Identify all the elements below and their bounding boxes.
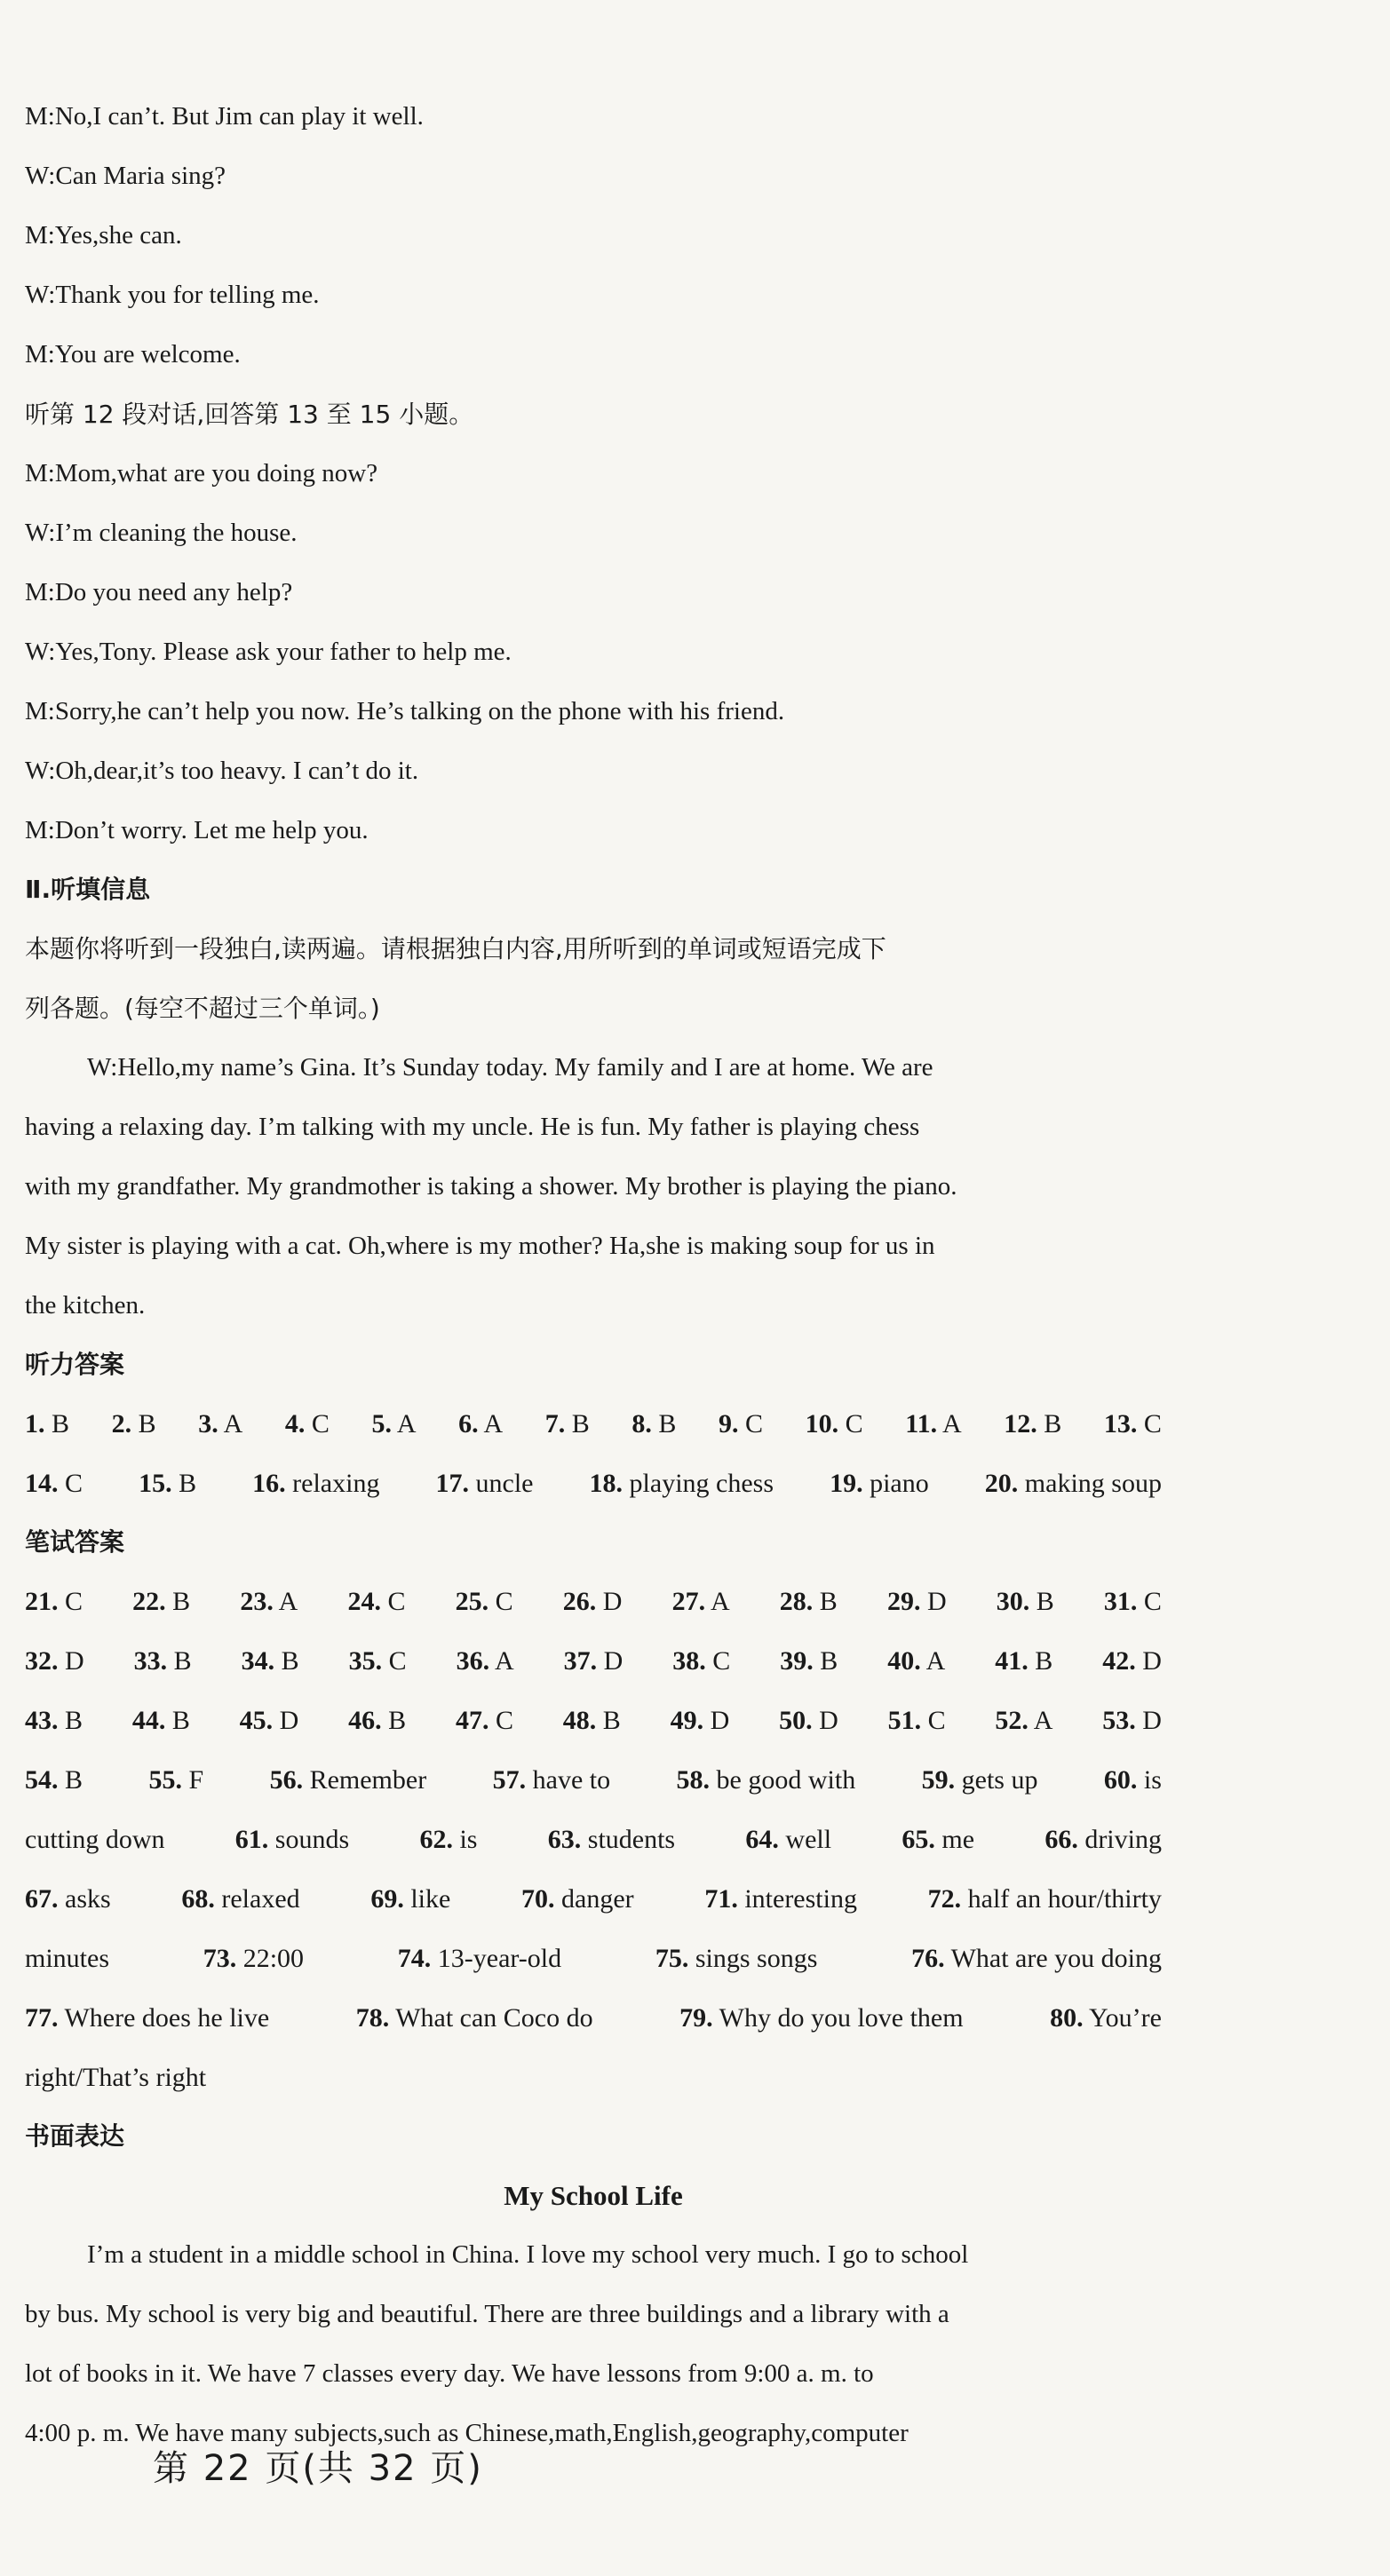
question-number: 69. (370, 1884, 404, 1914)
answer-value: A (483, 1409, 504, 1439)
answer-item (888, 1691, 946, 1750)
question-number: 1. (25, 1409, 45, 1439)
question-number: 15. (139, 1469, 172, 1498)
answer-value: 13-year-old (437, 1944, 562, 1973)
answer-value: C (65, 1587, 83, 1616)
question-number: 25. (455, 1587, 489, 1616)
answer-value: What are you doing (950, 1944, 1162, 1973)
answer-value: B (658, 1409, 677, 1439)
answer-value: B (52, 1409, 70, 1439)
dialogue-12 (25, 444, 1162, 860)
answer-item (806, 1394, 863, 1454)
question-number: 48. (562, 1706, 597, 1735)
answer-value: D (1142, 1646, 1162, 1676)
answer-value: B (65, 1706, 83, 1735)
answer-item (545, 1394, 590, 1454)
question-number: 80. (1050, 2003, 1084, 2033)
answer-value: C (1143, 1587, 1162, 1616)
answer-value: A (396, 1409, 417, 1439)
answer-item (112, 1394, 156, 1454)
question-number: 58. (676, 1765, 711, 1795)
question-number: 36. (456, 1646, 490, 1676)
answer-item (198, 1394, 242, 1454)
section-2-instructions: 本题你将听到一段独白,读两遍。请根据独白内容,用所听到的单词或短语完成下 (25, 934, 886, 963)
answer-item (1104, 1750, 1162, 1810)
question-number: 8. (631, 1409, 652, 1439)
question-number: 56. (269, 1765, 304, 1795)
answer-row (25, 1929, 1162, 1988)
answer-value: A (1033, 1706, 1053, 1735)
answer-item (655, 1929, 818, 1988)
answer-item (240, 1572, 298, 1631)
answer-value: uncle (475, 1469, 534, 1498)
dialogue-line: M:You are welcome. (25, 340, 241, 369)
monologue-line: having a relaxing day. I’m talking with my uncle. He is fun. My father is playing chess (25, 1113, 920, 1141)
answer-item (235, 1810, 349, 1869)
answer-item (132, 1691, 190, 1750)
answer-value: C (845, 1409, 863, 1439)
answer-value: making soup (1024, 1469, 1162, 1498)
answer-value: B (172, 1587, 191, 1616)
answer-item (995, 1691, 1052, 1750)
answer-item (719, 1394, 763, 1454)
answer-value: D (1142, 1706, 1162, 1735)
answer-item (25, 1750, 83, 1810)
written-answers (25, 1572, 1162, 2107)
question-number: 39. (780, 1646, 814, 1676)
question-number: 51. (887, 1706, 922, 1735)
answer-item (928, 1869, 1162, 1929)
dialogue-line: W:I’m cleaning the house. (25, 519, 298, 547)
question-number: 52. (995, 1706, 1029, 1735)
question-number: 11. (905, 1409, 938, 1439)
answer-value: C (745, 1409, 764, 1439)
answer-value: C (927, 1706, 946, 1735)
question-number: 40. (887, 1646, 921, 1676)
question-number: 6. (458, 1409, 479, 1439)
answer-item (456, 1572, 513, 1631)
answer-row (25, 1810, 1162, 1869)
question-number: 42. (1102, 1646, 1136, 1676)
question-number: 73. (203, 1944, 237, 1973)
answer-item (148, 1750, 203, 1810)
answer-item (563, 1572, 623, 1631)
answer-value: A (942, 1409, 962, 1439)
answer-value: B (1044, 1409, 1062, 1439)
answer-value: A (710, 1587, 730, 1616)
answer-item (672, 1631, 730, 1691)
dialogue-11 (25, 87, 1162, 384)
answer-value: D (926, 1587, 947, 1616)
answer-item (672, 1572, 730, 1631)
question-number: 34. (241, 1646, 275, 1676)
question-number: 76. (911, 1944, 945, 1973)
monologue-line: the kitchen. (25, 1291, 146, 1320)
question-number: 43. (25, 1706, 59, 1735)
answer-value: B (1036, 1587, 1054, 1616)
question-number: 32. (25, 1646, 59, 1676)
answer-item (521, 1869, 634, 1929)
answer-item (1104, 1394, 1162, 1454)
answer-value: me (941, 1825, 975, 1854)
answer-value: have to (532, 1765, 611, 1795)
question-number: 29. (886, 1587, 921, 1616)
monologue-line: W:Hello,my name’s Gina. It’s Sunday today. My family and I are at home. We are (87, 1053, 933, 1082)
answer-value: B (388, 1706, 407, 1735)
question-number: 59. (921, 1765, 956, 1795)
question-number: 74. (397, 1944, 432, 1973)
answer-value: B (819, 1587, 838, 1616)
answer-value: A (494, 1646, 514, 1676)
question-number: 70. (521, 1884, 555, 1914)
essay-line: I’m a student in a middle school in China. I love my school very much. I go to school (87, 2240, 969, 2269)
answer-item (631, 1394, 676, 1454)
answer-item (132, 1572, 190, 1631)
answer-value: is (459, 1825, 478, 1854)
answer-value: A (278, 1587, 298, 1616)
answer-item (745, 1810, 831, 1869)
answer-item (139, 1454, 196, 1513)
question-number: 33. (133, 1646, 168, 1676)
writing-heading: 书面表达 (25, 2121, 125, 2151)
answer-item (458, 1394, 503, 1454)
answer-value: B (1035, 1646, 1053, 1676)
essay-line: 4:00 p. m. We have many subjects,such as Chinese,math,English,geography,computer (25, 2419, 909, 2447)
question-number: 49. (670, 1706, 704, 1735)
answer-item (922, 1750, 1038, 1810)
question-number: 68. (181, 1884, 215, 1914)
answer-item (704, 1869, 857, 1929)
answer-item (1102, 1691, 1162, 1750)
answer-value: 22:00 (242, 1944, 305, 1973)
answer-item (270, 1750, 427, 1810)
question-number: 60. (1103, 1765, 1138, 1795)
question-number: 45. (239, 1706, 274, 1735)
question-number: 13. (1103, 1409, 1138, 1439)
question-number: 46. (348, 1706, 382, 1735)
answer-item (348, 1691, 406, 1750)
answer-item (457, 1631, 514, 1691)
answer-item (25, 1929, 109, 1988)
answer-value: C (712, 1646, 731, 1676)
answer-item (679, 1988, 963, 2048)
answer-item (564, 1631, 624, 1691)
question-number: 35. (348, 1646, 383, 1676)
answer-value: F (188, 1765, 204, 1795)
answer-value: B (171, 1706, 190, 1735)
question-number: 23. (240, 1587, 274, 1616)
answer-value: C (1143, 1409, 1162, 1439)
answer-item (349, 1631, 407, 1691)
answer-row (25, 1988, 1162, 2048)
answer-item (252, 1454, 379, 1513)
answer-row (25, 1454, 1162, 1513)
answer-value: D (65, 1646, 84, 1676)
answer-item (134, 1631, 192, 1691)
question-number: 62. (419, 1825, 453, 1854)
answer-value: B (179, 1469, 197, 1498)
question-number: 44. (131, 1706, 166, 1735)
answer-item (563, 1691, 621, 1750)
answer-value: is (1143, 1765, 1162, 1795)
dialogue-line: M:No,I can’t. But Jim can play it well. (25, 102, 424, 131)
question-number: 55. (148, 1765, 182, 1795)
answer-item (887, 1631, 945, 1691)
answer-value: half an hour/thirty (967, 1884, 1162, 1914)
answer-value: C (65, 1469, 83, 1498)
answer-item (242, 1631, 299, 1691)
answer-value: asks (65, 1884, 111, 1914)
answer-value: B (65, 1765, 83, 1795)
question-number: 41. (995, 1646, 1029, 1676)
answer-value: Where does he live (64, 2003, 270, 2033)
question-number: 16. (252, 1469, 286, 1498)
question-number: 61. (234, 1825, 269, 1854)
answer-item (25, 1810, 165, 1869)
answer-item (985, 1454, 1162, 1513)
question-number: 50. (779, 1706, 813, 1735)
answer-item (25, 2048, 206, 2107)
answer-item (779, 1691, 838, 1750)
answer-item (419, 1810, 477, 1869)
answer-item (456, 1691, 513, 1750)
dialogue-line: M:Yes,she can. (25, 221, 182, 250)
question-number: 37. (563, 1646, 598, 1676)
answer-item (203, 1929, 304, 1988)
question-number: 64. (745, 1825, 779, 1854)
question-number: 75. (655, 1944, 689, 1973)
listening-answers (25, 1394, 1162, 1513)
answer-value: You’re (1089, 2003, 1162, 2033)
answer-value: D (710, 1706, 730, 1735)
question-number: 27. (671, 1587, 706, 1616)
answer-item (356, 1988, 593, 2048)
answer-item (780, 1572, 838, 1631)
answer-value: be good with (716, 1765, 856, 1795)
dialogue-line: M:Do you need any help? (25, 578, 293, 606)
dialogue-line: W:Oh,dear,it’s too heavy. I can’t do it. (25, 757, 419, 785)
question-number: 26. (562, 1587, 597, 1616)
answer-page (25, 87, 1162, 2463)
question-number: 38. (672, 1646, 706, 1676)
answer-value: D (602, 1587, 623, 1616)
answer-item (25, 1454, 83, 1513)
question-number: 63. (547, 1825, 582, 1854)
answer-item (902, 1810, 974, 1869)
question-number: 47. (455, 1706, 489, 1735)
answer-value: C (311, 1409, 330, 1439)
answer-value: playing chess (629, 1469, 774, 1498)
answer-value: sounds (274, 1825, 350, 1854)
question-number: 14. (25, 1469, 59, 1498)
answer-item (780, 1631, 838, 1691)
question-number: 7. (544, 1409, 566, 1439)
answer-item (905, 1394, 961, 1454)
question-number: 67. (25, 1884, 59, 1914)
dialogue-12-intro: 听第 12 段对话,回答第 13 至 15 小题。 (25, 400, 474, 429)
dialogue-line: W:Thank you for telling me. (25, 281, 320, 309)
question-number: 53. (1102, 1706, 1136, 1735)
page-number-footer: 第 22 页(共 32 页) (153, 2448, 483, 2489)
monologue-line: with my grandfather. My grandmother is taking a shower. My brother is playing the piano. (25, 1172, 957, 1201)
answer-item (372, 1394, 417, 1454)
dialogue-line: W:Can Maria sing? (25, 162, 226, 190)
answer-value: right/That’s right (25, 2063, 207, 2092)
answer-value: C (495, 1706, 513, 1735)
answer-row (25, 2048, 1162, 2107)
answer-item (1004, 1394, 1061, 1454)
answer-value: C (388, 1646, 407, 1676)
answer-item (887, 1572, 947, 1631)
question-number: 18. (589, 1469, 624, 1498)
answer-item (671, 1691, 730, 1750)
answer-value: like (410, 1884, 451, 1914)
answer-value: B (281, 1646, 299, 1676)
answer-value: A (223, 1409, 243, 1439)
answer-value: driving (1084, 1825, 1162, 1854)
answer-item (25, 1572, 83, 1631)
answer-value: C (495, 1587, 513, 1616)
dialogue-line: M:Mom,what are you doing now? (25, 459, 378, 487)
section-2-instructions: 列各题。(每空不超过三个单词。) (25, 994, 380, 1023)
question-number: 31. (1103, 1587, 1138, 1616)
question-number: 5. (371, 1409, 393, 1439)
question-number: 79. (679, 2003, 713, 2033)
question-number: 77. (25, 2003, 59, 2033)
answer-row (25, 1394, 1162, 1454)
answer-item (25, 1394, 69, 1454)
monologue (25, 1038, 1162, 1336)
question-number: 12. (1004, 1409, 1037, 1439)
question-number: 24. (347, 1587, 381, 1616)
answer-item (370, 1869, 450, 1929)
question-number: 21. (25, 1587, 59, 1616)
question-number: 4. (284, 1409, 306, 1439)
question-number: 72. (927, 1884, 962, 1914)
answer-value: minutes (25, 1944, 109, 1973)
answer-value: relaxed (221, 1884, 300, 1914)
answer-item (830, 1454, 929, 1513)
answer-value: What can Coco do (395, 2003, 593, 2033)
answer-row (25, 1572, 1162, 1631)
answer-item (25, 1691, 83, 1750)
question-number: 17. (435, 1469, 470, 1498)
question-number: 78. (355, 2003, 390, 2033)
answer-value: sings songs (695, 1944, 818, 1973)
answer-value: cutting down (25, 1825, 165, 1854)
answer-value: B (138, 1409, 156, 1439)
essay-body (25, 2225, 1162, 2463)
question-number: 65. (902, 1825, 935, 1854)
question-number: 10. (805, 1409, 839, 1439)
answer-item (25, 1869, 111, 1929)
answer-value: Why do you love them (719, 2003, 964, 2033)
answer-value: B (602, 1706, 621, 1735)
question-number: 66. (1044, 1825, 1078, 1854)
answer-row (25, 1750, 1162, 1810)
answer-item (911, 1929, 1162, 1988)
question-number: 19. (830, 1469, 863, 1498)
answer-item (677, 1750, 856, 1810)
answer-item (548, 1810, 675, 1869)
dialogue-line: M:Don’t worry. Let me help you. (25, 816, 369, 844)
answer-value: danger (561, 1884, 634, 1914)
answer-item (25, 1631, 84, 1691)
answer-item (285, 1394, 330, 1454)
question-number: 30. (996, 1587, 1030, 1616)
answer-item (493, 1750, 610, 1810)
answer-value: C (387, 1587, 406, 1616)
answer-value: gets up (961, 1765, 1038, 1795)
answer-value: D (819, 1706, 838, 1735)
question-number: 2. (111, 1409, 132, 1439)
dialogue-line: M:Sorry,he can’t help you now. He’s talking on the phone with his friend. (25, 697, 785, 725)
question-number: 22. (132, 1587, 166, 1616)
answer-item (1102, 1631, 1162, 1691)
answer-item (1104, 1572, 1162, 1631)
question-number: 3. (198, 1409, 218, 1439)
answer-value: piano (870, 1469, 929, 1498)
listening-answers-heading: 听力答案 (25, 1350, 125, 1379)
answer-value: B (571, 1409, 590, 1439)
answer-item (997, 1572, 1054, 1631)
answer-item (181, 1869, 299, 1929)
answer-item (590, 1454, 774, 1513)
question-number: 20. (984, 1469, 1019, 1498)
answer-item (398, 1929, 561, 1988)
monologue-line: My sister is playing with a cat. Oh,where is my mother? Ha,she is making soup for us in (25, 1232, 935, 1260)
answer-item (347, 1572, 405, 1631)
answer-value: interesting (744, 1884, 857, 1914)
dialogue-line: W:Yes,Tony. Please ask your father to help me. (25, 638, 512, 666)
answer-value: D (603, 1646, 624, 1676)
answer-value: A (925, 1646, 946, 1676)
answer-item (436, 1454, 534, 1513)
answer-value: B (820, 1646, 838, 1676)
answer-value: well (785, 1825, 832, 1854)
answer-item (240, 1691, 299, 1750)
answer-item (25, 1988, 269, 2048)
essay-title: My School Life (504, 2180, 683, 2211)
answer-row (25, 1869, 1162, 1929)
question-number: 71. (704, 1884, 738, 1914)
question-number: 28. (779, 1587, 814, 1616)
answer-item (995, 1631, 1052, 1691)
answer-value: D (279, 1706, 299, 1735)
answer-row (25, 1631, 1162, 1691)
question-number: 57. (492, 1765, 527, 1795)
written-answers-heading: 笔试答案 (25, 1527, 125, 1557)
answer-value: Remember (309, 1765, 427, 1795)
question-number: 54. (25, 1765, 59, 1795)
answer-value: B (173, 1646, 192, 1676)
essay-line: by bus. My school is very big and beautiful. There are three buildings and a library with a (25, 2300, 949, 2328)
answer-row (25, 1691, 1162, 1750)
answer-item (1050, 1988, 1162, 2048)
answer-value: relaxing (292, 1469, 380, 1498)
answer-value: students (587, 1825, 676, 1854)
answer-item (1044, 1810, 1162, 1869)
section-2-heading: Ⅱ.听填信息 (25, 875, 151, 904)
essay-line: lot of books in it. We have 7 classes every day. We have lessons from 9:00 a. m. to (25, 2359, 874, 2388)
question-number: 9. (719, 1409, 739, 1439)
